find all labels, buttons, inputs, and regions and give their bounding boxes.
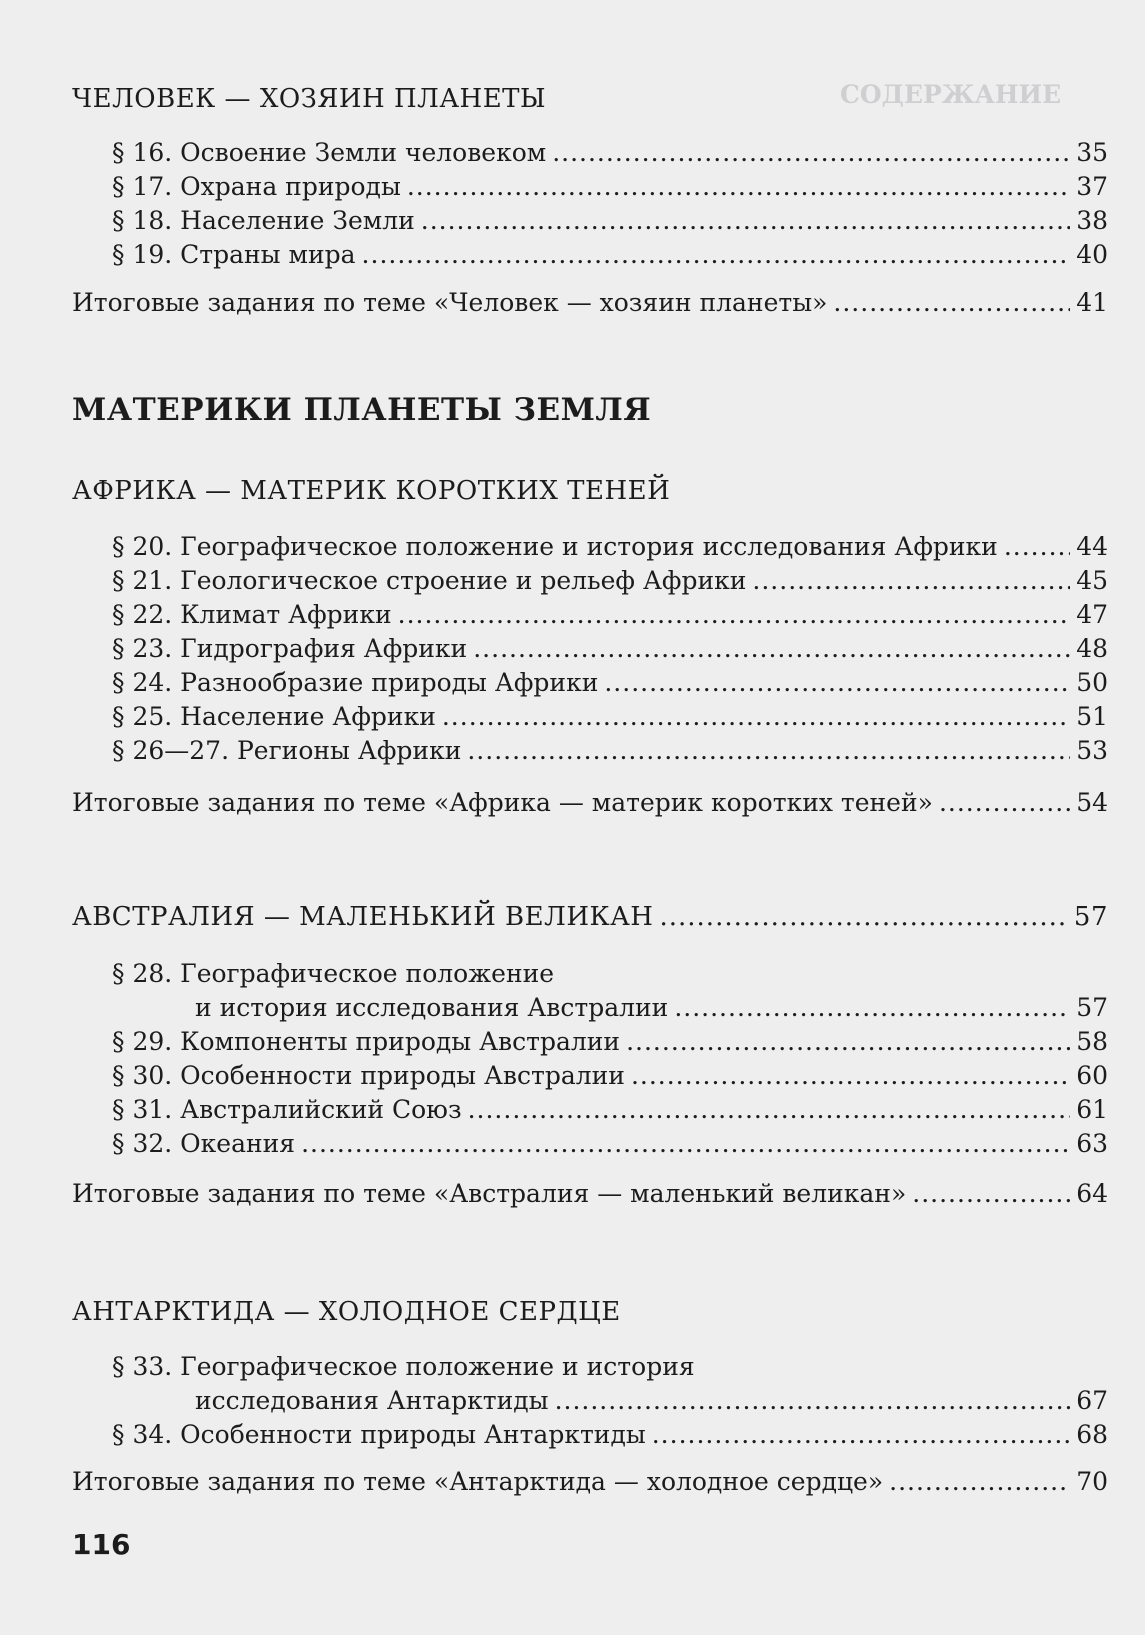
entry-page: 41	[1076, 288, 1108, 317]
section-heading-chelovek: ЧЕЛОВЕК — ХОЗЯИН ПЛАНЕТЫ	[72, 84, 547, 114]
dot-leader	[652, 1418, 1070, 1452]
toc-entry[interactable]	[112, 1093, 1108, 1127]
dot-leader	[473, 632, 1070, 666]
entry-title: § 22. Климат Африки	[112, 600, 392, 629]
entry-title: § 34. Особенности природы Антарктиды	[112, 1420, 646, 1449]
dot-leader	[674, 991, 1070, 1025]
entry-page: 64	[1076, 1179, 1108, 1208]
entry-title: Итоговые задания по теме «Африка — материк коротких теней»	[72, 788, 933, 817]
entry-page: 58	[1076, 1027, 1108, 1056]
dot-leader	[833, 286, 1070, 320]
toc-entry[interactable]	[112, 204, 1108, 238]
entry-page: 67	[1076, 1386, 1108, 1415]
entry-title: § 25. Население Африки	[112, 702, 436, 731]
entry-page: 63	[1076, 1129, 1108, 1158]
toc-entry[interactable]	[112, 700, 1108, 734]
toc-entry[interactable]	[112, 734, 1108, 768]
entry-page: 60	[1076, 1061, 1108, 1090]
toc-final-entry[interactable]	[72, 286, 1108, 320]
dot-leader	[626, 1025, 1070, 1059]
dot-leader	[555, 1384, 1071, 1418]
entry-page: 68	[1076, 1420, 1108, 1449]
entry-page: 70	[1076, 1467, 1108, 1496]
entry-title: § 26—27. Регионы Африки	[112, 736, 462, 765]
toc-entry-continuation[interactable]	[195, 1384, 1108, 1418]
entry-page: 57	[1076, 993, 1108, 1022]
dot-leader	[407, 170, 1070, 204]
entry-page: 50	[1076, 668, 1108, 697]
entry-title: § 20. Географическое положение и история исследования Африки	[112, 532, 998, 561]
dot-leader	[604, 666, 1070, 700]
entry-page: 48	[1076, 634, 1108, 663]
entry-title: § 19. Страны мира	[112, 240, 356, 269]
toc-entry[interactable]	[112, 1127, 1108, 1161]
toc-final-entry[interactable]	[72, 786, 1108, 820]
entry-page: 51	[1076, 702, 1108, 731]
show-through: СОДЕРЖАНИЕ	[840, 80, 1062, 109]
dot-leader	[442, 700, 1070, 734]
entry-page: 35	[1076, 138, 1108, 167]
entry-page: 45	[1076, 566, 1108, 595]
entry-title: Итоговые задания по теме «Австралия — маленький великан»	[72, 1179, 907, 1208]
entry-title: § 29. Компоненты природы Австралии	[112, 1027, 621, 1056]
toc-entry[interactable]	[112, 530, 1108, 564]
toc-entry[interactable]	[112, 564, 1108, 598]
entry-title: § 21. Геологическое строение и рельеф Африки	[112, 566, 747, 595]
entry-page: 57	[1073, 902, 1108, 932]
entry-title: § 17. Охрана природы	[112, 172, 401, 201]
entry-page: 38	[1076, 206, 1108, 235]
entry-title: § 18. Население Земли	[112, 206, 415, 235]
page-number: 116	[72, 1528, 131, 1561]
dot-leader	[301, 1127, 1070, 1161]
entry-title: § 31. Австралийский Союз	[112, 1095, 462, 1124]
toc-entry[interactable]	[112, 136, 1108, 170]
toc-entry-continuation[interactable]	[195, 991, 1108, 1025]
entry-page: 40	[1076, 240, 1108, 269]
entry-title: АВСТРАЛИЯ — МАЛЕНЬКИЙ ВЕЛИКАН	[72, 902, 654, 932]
dot-leader	[939, 786, 1070, 820]
dot-leader	[889, 1465, 1070, 1499]
dot-leader	[468, 1093, 1071, 1127]
entry-title: § 24. Разнообразие природы Африки	[112, 668, 599, 697]
dot-leader	[912, 1177, 1070, 1211]
dot-leader	[421, 204, 1070, 238]
entry-title: и история исследования Австралии	[195, 993, 669, 1022]
entry-title: § 30. Особенности природы Австралии	[112, 1061, 625, 1090]
toc-entry-line1[interactable]: § 33. Географическое положение и история	[112, 1352, 695, 1381]
dot-leader	[631, 1059, 1070, 1093]
entry-title: § 16. Освоение Земли человеком	[112, 138, 547, 167]
entry-page: 54	[1076, 788, 1108, 817]
entry-page: 44	[1076, 532, 1108, 561]
entry-title: § 23. Гидрография Африки	[112, 634, 468, 663]
toc-entry[interactable]	[112, 1418, 1108, 1452]
dot-leader	[659, 900, 1067, 934]
entry-title: Итоговые задания по теме «Антарктида — холодное сердце»	[72, 1467, 884, 1496]
section-heading-afrika: АФРИКА — МАТЕРИК КОРОТКИХ ТЕНЕЙ	[72, 476, 671, 506]
entry-page: 61	[1076, 1095, 1108, 1124]
dot-leader	[752, 564, 1070, 598]
dot-leader	[467, 734, 1070, 768]
entry-title: § 32. Океания	[112, 1129, 296, 1158]
section-heading-antarktida: АНТАРКТИДА — ХОЛОДНОЕ СЕРДЦЕ	[72, 1297, 621, 1327]
toc-entry[interactable]	[112, 632, 1108, 666]
toc-final-entry[interactable]	[72, 1465, 1108, 1499]
toc-entry[interactable]	[112, 1025, 1108, 1059]
dot-leader	[1004, 530, 1070, 564]
entry-title: Итоговые задания по теме «Человек — хозяин планеты»	[72, 288, 828, 317]
toc-entry[interactable]	[112, 170, 1108, 204]
toc-entry[interactable]	[112, 598, 1108, 632]
toc-final-entry[interactable]	[72, 1177, 1108, 1211]
toc-entry[interactable]	[112, 666, 1108, 700]
section-heading-avstraliya[interactable]	[72, 900, 1108, 934]
entry-page: 37	[1076, 172, 1108, 201]
toc-entry[interactable]	[112, 238, 1108, 272]
entry-page: 53	[1076, 736, 1108, 765]
dot-leader	[552, 136, 1070, 170]
dot-leader	[398, 598, 1071, 632]
entry-title: исследования Антарктиды	[195, 1386, 549, 1415]
dot-leader	[362, 238, 1071, 272]
entry-page: 47	[1076, 600, 1108, 629]
part-title: МАТЕРИКИ ПЛАНЕТЫ ЗЕМЛЯ	[72, 392, 652, 428]
toc-entry-line1[interactable]: § 28. Географическое положение	[112, 959, 555, 988]
toc-entry[interactable]	[112, 1059, 1108, 1093]
